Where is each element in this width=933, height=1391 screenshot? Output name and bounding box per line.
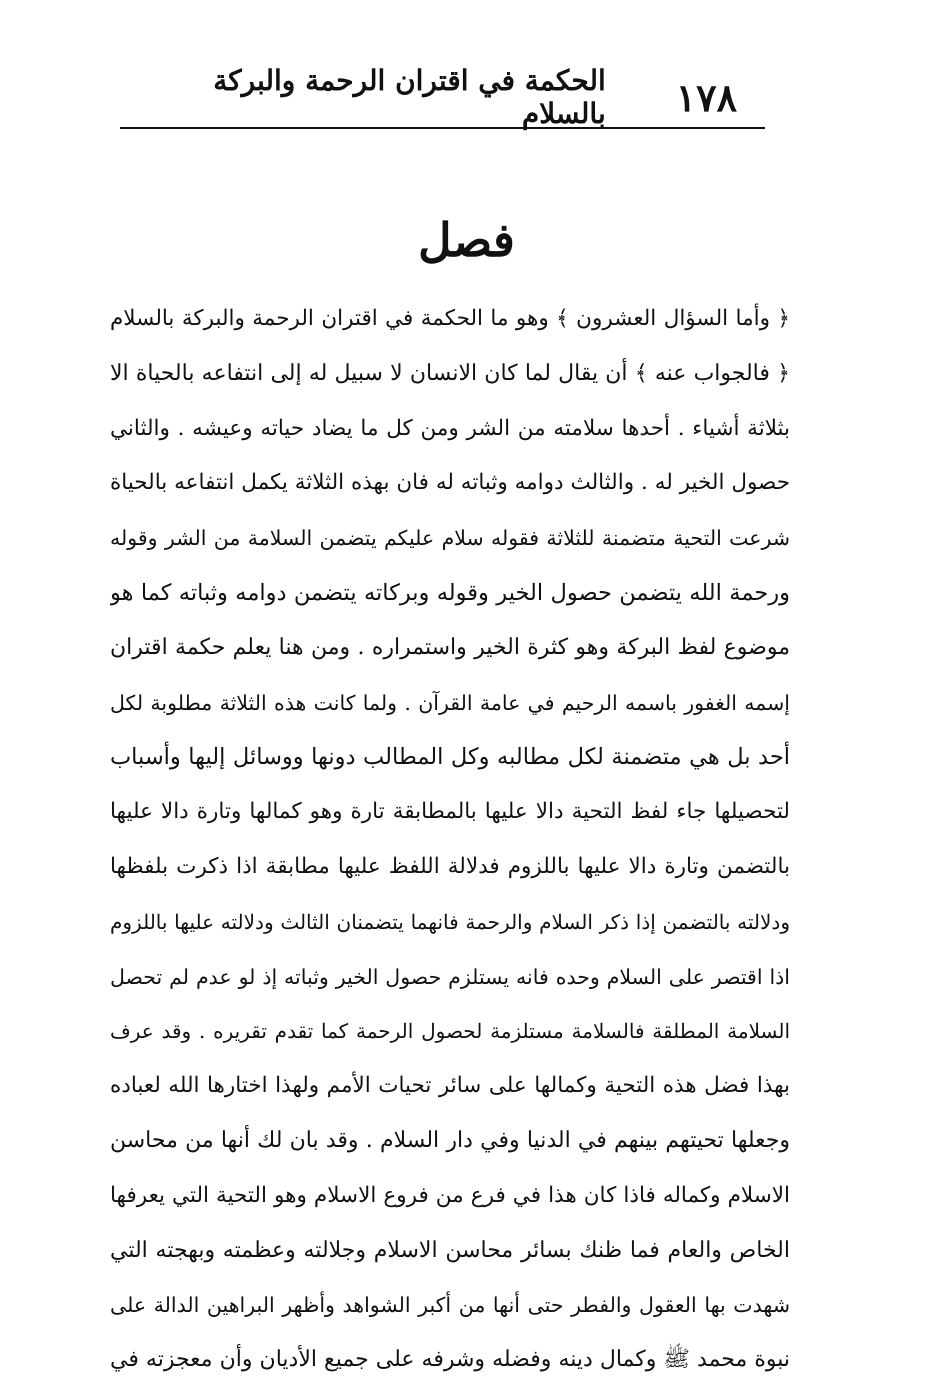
body-line: أحد بل هي متضمنة لكل مطالبه وكل المطالب دونها ووسائل إليها وأسباب (110, 744, 790, 771)
page-number: ١٧٨ (675, 74, 737, 120)
body-line: السلامة المطلقة فالسلامة مستلزمة لحصول الرحمة كما تقدم تقريره . وقد عرف (110, 1019, 790, 1044)
body-text (110, 292, 790, 1388)
body-line: اذا اقتصر على السلام وحده فانه يستلزم حصول الخير وثباته إذ لو عدم لم تحصل (110, 964, 790, 989)
running-header (120, 64, 765, 130)
body-line: ورحمة الله يتضمن حصول الخير وقوله وبركاته يتضمن دوامه وثباته كما هو (110, 579, 790, 606)
body-line: بالتضمن وتارة دالا عليها باللزوم فدلالة اللفظ عليها مطابقة اذا ذكرت بلفظها (110, 853, 790, 879)
body-line: ﴿ وأما السؤال العشرون ﴾ وهو ما الحكمة في اقتران الرحمة والبركة بالسلام (110, 306, 790, 331)
header-rule (120, 127, 765, 129)
body-line: بثلاثة أشياء . أحدها سلامته من الشر ومن كل ما يضاد حياته وعيشه . والثاني (110, 415, 790, 441)
running-title: الحكمة في اقتران الرحمة والبركة بالسلام (213, 64, 606, 130)
body-line: ودلالته بالتضمن إذا ذكر السلام والرحمة فانهما يتضمنان الثالث ودلالته عليها باللزوم (110, 909, 790, 934)
body-line: الاسلام وكماله فاذا كان هذا في فرع من فروع الاسلام وهو التحية التي يعرفها (110, 1182, 790, 1208)
body-line: شهدت بها العقول والفطر حتى أنها من أكبر الشواهد وأظهر البراهين الدالة على (110, 1293, 790, 1318)
body-line: الخاص والعام فما ظنك بسائر محاسن الاسلام وجلالته وعظمته وبهجته التي (110, 1237, 790, 1263)
body-line: بهذا فضل هذه التحية وكمالها على سائر تحيات الأمم ولهذا اختارها الله لعباده (110, 1073, 790, 1099)
body-line: موضوع لفظ البركة وهو كثرة الخير واستمراره . ومن هنا يعلم حكمة اقتران (110, 634, 790, 660)
body-line: وجعلها تحيتهم بينهم في الدنيا وفي دار السلام . وقد بان لك أنها من محاسن (110, 1127, 790, 1153)
body-line: شرعت التحية متضمنة للثلاثة فقوله سلام عليكم يتضمن السلامة من الشر وقوله (110, 526, 790, 551)
body-line: إسمه الغفور باسمه الرحيم في عامة القرآن . ولما كانت هذه الثلاثة مطلوبة لكل (110, 690, 790, 715)
body-line: حصول الخير له . والثالث دوامه وثباته له فان بهذه الثلاثة يكمل انتفاعه بالحياة (110, 470, 790, 496)
body-line: نبوة محمد ﷺ وكمال دينه وفضله وشرفه على جميع الأديان وأن معجزته في (110, 1347, 790, 1373)
body-line: لتحصيلها جاء لفظ التحية دالا عليها بالمطابقة تارة وهو كمالها وتارة دالا عليها (110, 799, 790, 825)
section-title: فصل (418, 213, 515, 267)
body-line: ﴿ فالجواب عنه ﴾ أن يقال لما كان الانسان لا سبيل له إلى انتفاعه بالحياة الا (110, 360, 790, 386)
